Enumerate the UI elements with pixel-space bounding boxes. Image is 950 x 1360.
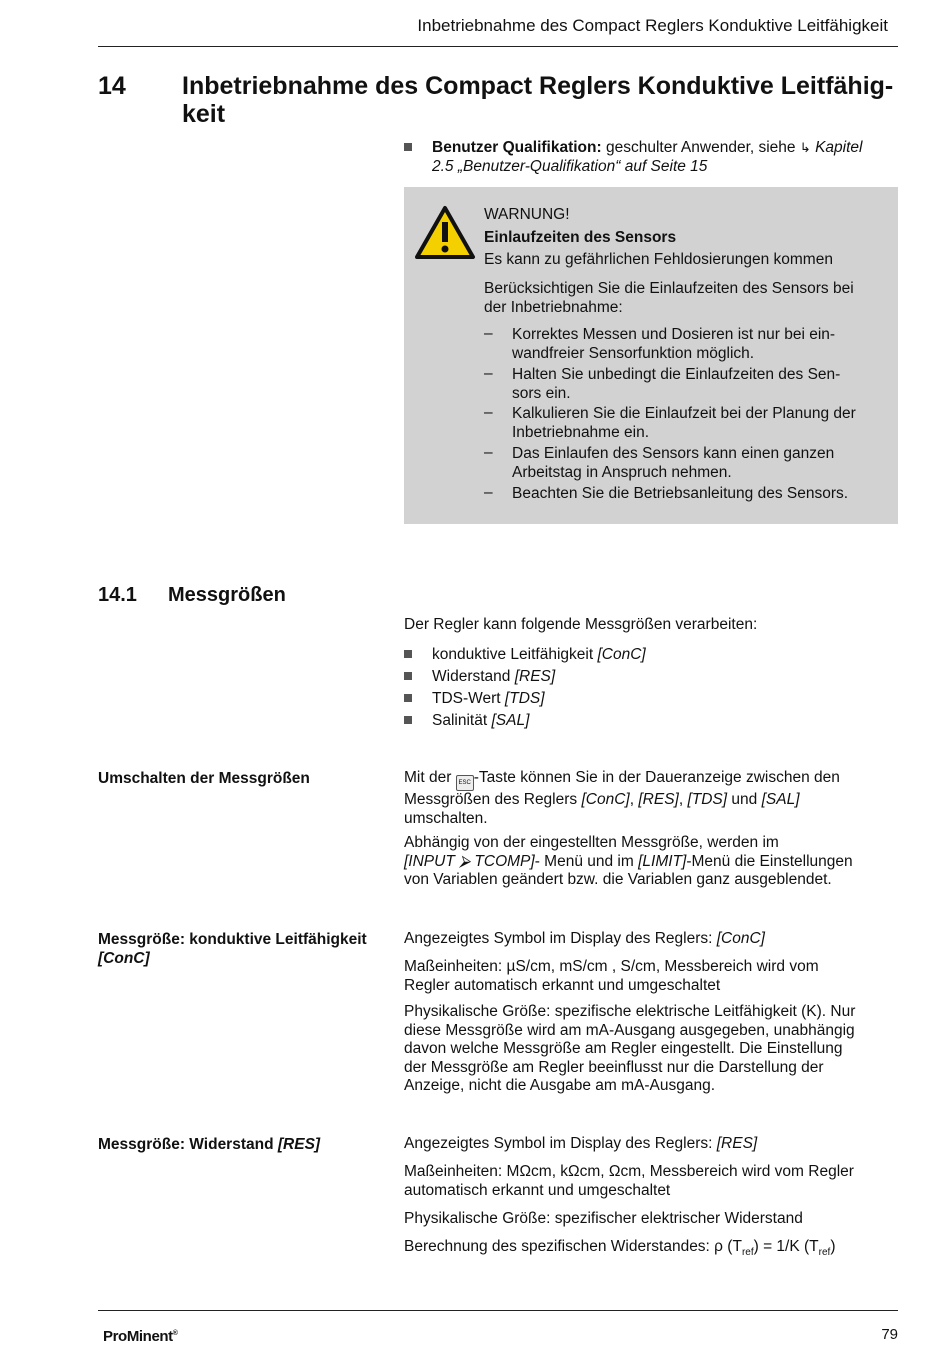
qualification-label: Benutzer Qualifikation: xyxy=(432,139,602,156)
conductivity-symbol: Angezeigtes Symbol im Display des Reglers: [ConC] xyxy=(404,930,765,947)
conductivity-units: Maßeinheiten: µS/cm, mS/cm , S/cm, Messbereich wird vom Regler automatisch erkannt und umgeschaltet xyxy=(404,958,819,994)
warning-consequence: Es kann zu gefährlichen Fehldosierungen kommen xyxy=(484,251,833,268)
chapter-title xyxy=(182,72,902,128)
dash-bullet: – xyxy=(484,444,493,461)
esc-key-icon: ESC xyxy=(456,775,474,791)
resistance-units: Maßeinheiten: MΩcm, kΩcm, Ωcm, Messbereich wird vom Regler automatisch erkannt und umgeschaltet xyxy=(404,1163,854,1199)
qualification-link-line1[interactable]: Kapitel xyxy=(815,139,863,156)
qualification-text: geschulter Anwender, siehe xyxy=(605,139,796,156)
dash-bullet: – xyxy=(484,484,493,501)
switching-paragraph-2: Abhängig von der eingestellten Messgröße, werden im [INPUT ⮚ TCOMP]- Menü und im [LIMIT]-Menü die Einstellungen von Variablen geändert bzw. die Variablen ganz ausgeblendet. xyxy=(404,834,853,888)
qualification-link-line2[interactable]: 2.5 „Benutzer-Qualifikation“ auf Seite 15 xyxy=(432,158,708,175)
resistance-formula: Berechnung des spezifischen Widerstandes: ρ $(T_{ref}) = 1/K$ $(T_{ref})$ xyxy=(404,1238,836,1259)
dash-bullet: – xyxy=(484,325,493,342)
prominent-logo: ProMinent® xyxy=(103,1328,178,1345)
warning-item: Das Einlaufen des Sensors kann einen ganzen Arbeitstag in Anspruch nehmen. xyxy=(512,445,835,481)
running-header: Inbetriebnahme des Compact Reglers Konduktive Leitfähigkeit xyxy=(417,16,888,35)
side-heading-switching: Umschalten der Messgrößen xyxy=(98,770,310,787)
side-heading-resistance: Messgröße: Widerstand [RES] xyxy=(98,1136,321,1153)
link-arrow-icon[interactable]: ↳ xyxy=(799,140,811,155)
warning-item: Kalkulieren Sie die Einlaufzeit bei der Planung der Inbetriebnahme ein. xyxy=(512,405,856,441)
resistance-physics: Physikalische Größe: spezifischer elektrischer Widerstand xyxy=(404,1210,803,1227)
dash-bullet: – xyxy=(484,365,493,382)
bullet-square xyxy=(404,650,412,658)
warning-item: Halten Sie unbedingt die Einlaufzeiten des Sen- sors ein. xyxy=(512,366,841,402)
switching-paragraph-1: Mit der ESC -Taste können Sie in der Daueranzeige zwischen den Messgrößen des Reglers [ConC], [RES], [TDS] und [SAL] umschalten. xyxy=(404,769,840,827)
header-rule xyxy=(98,46,898,47)
side-heading-conductivity: Messgröße: konduktive Leitfähigkeit [ConC] xyxy=(98,931,367,967)
resistance-symbol: Angezeigtes Symbol im Display des Reglers: [RES] xyxy=(404,1135,758,1152)
chapter-title-line1: Inbetriebnahme des Compact Reglers Konduktive Leitfähig- xyxy=(182,72,894,100)
warning-item: Korrektes Messen und Dosieren ist nur bei ein- wandfreier Sensorfunktion möglich. xyxy=(512,326,836,362)
section-intro: Der Regler kann folgende Messgrößen verarbeiten: xyxy=(404,616,758,633)
warning-signal: WARNUNG! xyxy=(484,206,570,223)
section-number: 14.1 xyxy=(98,584,137,606)
warning-item: Beachten Sie die Betriebsanleitung des Sensors. xyxy=(512,485,849,502)
chapter-title-line2: keit xyxy=(182,100,226,128)
dash-bullet: – xyxy=(484,404,493,421)
chapter-number: 14 xyxy=(98,72,126,100)
bullet-square xyxy=(404,694,412,702)
section-title: Messgrößen xyxy=(168,584,286,606)
bullet-square xyxy=(404,143,412,151)
warning-intro: Berücksichtigen Sie die Einlaufzeiten des Sensors bei der Inbetriebnahme: xyxy=(484,280,854,316)
page-number: 79 xyxy=(881,1326,898,1343)
warning-title: Einlaufzeiten des Sensors xyxy=(484,229,677,246)
footer-rule xyxy=(98,1310,898,1311)
bullet-square xyxy=(404,672,412,680)
bullet-square xyxy=(404,716,412,724)
conductivity-physics: Physikalische Größe: spezifische elektrische Leitfähigkeit (Κ). Nur diese Messgröße wird am mA-Ausgang ausgegeben, unabhängig davon welche Messgröße am Regler eingestellt. Die Einstellung der Messgröße am Regler beeinflusst nur die Darstellung der Anzeige, nicht die Ausgabe am mA-Ausgang. xyxy=(404,1003,856,1094)
warning-box xyxy=(404,187,898,524)
warning-triangle-icon xyxy=(414,205,476,261)
